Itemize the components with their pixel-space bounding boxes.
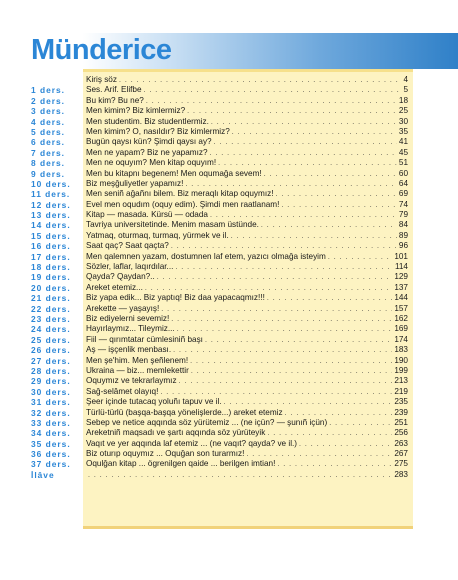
toc-row[interactable] (0, 283, 458, 293)
toc-entry-title: Şeer içinde tutacaq yoluñı tapuv ve il. (86, 397, 222, 407)
toc-entry (86, 117, 408, 127)
toc-entry (86, 428, 408, 438)
lesson-number: 14 ders. (31, 220, 71, 231)
toc-entry-title: Areket etemiz... (86, 282, 143, 292)
toc-entry-title: Oqulğan kitap ... ögrenilgen qaide ... berilgen imtian! (86, 459, 276, 469)
toc-row[interactable] (0, 117, 458, 127)
toc-row[interactable] (0, 137, 458, 147)
lesson-number: 8 ders. (31, 158, 66, 169)
toc-entry (86, 96, 408, 106)
lesson-number: 27 ders. (31, 355, 71, 366)
lesson-number: 6 ders. (31, 137, 66, 148)
lesson-number: İlâve (31, 469, 55, 480)
toc-entry (86, 345, 408, 355)
lesson-number: 17 ders. (31, 251, 71, 262)
toc-entry (86, 356, 408, 366)
toc-row[interactable] (0, 428, 458, 438)
toc-row[interactable] (0, 106, 458, 116)
toc-row[interactable] (0, 356, 458, 366)
page-number: 235 (394, 397, 408, 407)
toc-row[interactable] (0, 148, 458, 158)
toc-row[interactable] (0, 252, 458, 262)
toc-entry (86, 366, 408, 376)
page-number: 41 (398, 137, 408, 147)
toc-entry (86, 231, 408, 241)
toc-entry-title: Ses. Arif. Elifbe (86, 85, 142, 95)
toc-entry-title: Biz ediyelerni sevemiz! (86, 313, 170, 323)
toc-entry (86, 272, 408, 282)
page-number: 84 (398, 220, 408, 230)
toc-entry (86, 314, 408, 324)
toc-entry-title: Biz oturıp oquymız ... Oquğan son turarmız! (86, 449, 245, 459)
toc-entry-title: Sağ-selâmet olayıq! (86, 386, 159, 396)
toc-entry (86, 408, 408, 418)
lesson-number: 2 ders. (31, 95, 66, 106)
lesson-number: 4 ders. (31, 116, 66, 127)
toc-row[interactable] (0, 75, 458, 85)
lesson-number: 26 ders. (31, 345, 71, 356)
toc-row[interactable] (0, 449, 458, 459)
toc-row[interactable] (0, 220, 458, 230)
toc-entry (86, 210, 408, 220)
page-number: 4 (403, 75, 408, 84)
page-number: 239 (394, 407, 408, 417)
toc-row[interactable] (0, 200, 458, 210)
toc-entry-title: Biz yapa edik... Biz yaptıq! Biz daa yapacaqmız!!! (86, 293, 265, 303)
lesson-number: 32 ders. (31, 407, 71, 418)
toc-row[interactable] (0, 439, 458, 449)
toc-row[interactable] (0, 210, 458, 220)
page-title: Münderice (31, 34, 172, 66)
toc-entry-title: Men kimim? O, nasıldır? Biz kimlermiz? (86, 126, 230, 136)
lesson-number: 25 ders. (31, 334, 71, 345)
toc-entry-title: Sebep ve netice aqqında söz yürütemiz ... (ne içün? — şunıñ içün) (86, 417, 328, 427)
page-number: 74 (398, 199, 408, 209)
toc-entry-title: Saat qaç? Saat qaçta? (86, 241, 169, 251)
toc-entry (86, 293, 408, 303)
toc-row[interactable] (0, 345, 458, 355)
toc-row[interactable] (0, 304, 458, 314)
lesson-number: 33 ders. (31, 417, 71, 428)
toc-row[interactable] (0, 127, 458, 137)
lesson-number: 19 ders. (31, 272, 71, 283)
toc-row[interactable] (0, 418, 458, 428)
lesson-number: 7 ders. (31, 147, 66, 158)
toc-entry-title: Bugün qaysı kün? Şimdi qaysı ay? (86, 137, 212, 147)
lesson-number: 36 ders. (31, 449, 71, 460)
toc-entry-title: Areketniñ maqsadı ve şartı aqqında söz yürüteyik (86, 428, 266, 438)
toc-row[interactable] (0, 158, 458, 168)
lesson-number: 18 ders. (31, 262, 71, 273)
toc-entry (86, 397, 408, 407)
toc-row[interactable] (0, 231, 458, 241)
toc-row[interactable] (0, 169, 458, 179)
toc-entry-title: Kitap — masada. Kürsü — odada (86, 210, 208, 220)
toc-entry-title: Evel men oqudım (oquy edim). Şimdi men raatlanam! (86, 199, 280, 209)
toc-entry-title: Men ne yapam? Biz ne yapamız? (86, 147, 208, 157)
page-number: 137 (394, 282, 408, 292)
toc-entry (86, 449, 408, 459)
toc-row[interactable] (0, 335, 458, 345)
page-number: 18 (398, 95, 408, 105)
toc-entry (86, 189, 408, 199)
toc-entry (86, 459, 408, 469)
page-number: 5 (403, 85, 408, 95)
toc-entry-title: Aş — işçenlik menbası. (86, 345, 172, 355)
toc-entry-title: Sözler, laflar, laqırdılar... (86, 262, 174, 272)
toc-entry-title: Biz meşğuliyetler yapamız! (86, 178, 184, 188)
page-number: 51 (398, 158, 408, 168)
toc-entry (86, 252, 408, 262)
page-number: 183 (394, 345, 408, 355)
toc-entry (86, 200, 408, 210)
toc-entry (86, 241, 408, 251)
page-number: 89 (398, 230, 408, 240)
toc-entry-title: Hayırlaymız... Tileymiz... (86, 324, 175, 334)
page-number: 157 (394, 303, 408, 313)
toc-entry (86, 387, 408, 397)
toc-row[interactable] (0, 241, 458, 251)
toc-entry-title: Vaqıt ve yer aqqında laf etemiz ... (ne vaqıt? qayda? ve il.) (86, 438, 298, 448)
lesson-number: 20 ders. (31, 282, 71, 293)
toc-row[interactable] (0, 324, 458, 334)
toc-entry-title: Men kimim? Biz kimlermiz? (86, 106, 186, 116)
toc-entry-title: Fiil — qırımtatar cümlesiniñ başı (86, 334, 203, 344)
page-number: 101 (394, 251, 408, 261)
toc-entry (86, 304, 408, 314)
toc-entry-title: Bu kim? Bu ne? (86, 95, 144, 105)
toc-entry-title: Kiriş söz (86, 75, 117, 84)
toc-row[interactable] (0, 376, 458, 386)
toc-entry (86, 335, 408, 345)
lesson-number: 21 ders. (31, 293, 71, 304)
toc-row[interactable] (0, 397, 458, 407)
toc-entry-title: Yatmaq, oturmaq, turmaq, yürmek ve il. (86, 230, 229, 240)
page-number: 25 (398, 106, 408, 116)
toc-entry (86, 418, 408, 428)
page-number: 114 (394, 262, 408, 272)
lesson-number: 30 ders. (31, 386, 71, 397)
leader-dots (88, 471, 392, 481)
page-number: 60 (398, 168, 408, 178)
toc-row[interactable] (0, 314, 458, 324)
page-number: 283 (394, 469, 408, 479)
toc-entry (86, 283, 408, 293)
toc-entry (86, 169, 408, 179)
page-number: 174 (394, 334, 408, 344)
toc-entry (86, 262, 408, 272)
page-number: 251 (394, 417, 408, 427)
page-number: 263 (394, 438, 408, 448)
toc-row[interactable] (0, 459, 458, 469)
page-number: 30 (398, 116, 408, 126)
lesson-number: 9 ders. (31, 168, 66, 179)
toc-entry-title: Men seniñ ağañnı bilem. Biz meraqlı kitap oquymız! (86, 189, 274, 199)
toc-entry-title: Oquymız ve tekrarlaymız (86, 376, 177, 386)
toc-entry (86, 106, 408, 116)
lesson-number: 24 ders. (31, 324, 71, 335)
page-number: 162 (394, 313, 408, 323)
page-number: 129 (394, 272, 408, 282)
toc-entry (86, 75, 408, 85)
toc-entry-title: Men qalemnen yazam, dostumnen laf etem, yazıcı olmağa isteyim (86, 251, 326, 261)
toc-row[interactable] (0, 293, 458, 303)
lesson-number: 23 ders. (31, 313, 71, 324)
lesson-number: 31 ders. (31, 397, 71, 408)
lesson-number: 1 ders. (31, 85, 66, 96)
toc-row[interactable] (0, 366, 458, 376)
toc-entry (86, 220, 408, 230)
page-number: 219 (394, 386, 408, 396)
toc-entry (86, 148, 408, 158)
toc-row[interactable] (0, 189, 458, 199)
toc-entry-title: Men bu kitapnı begenem! Men oqumağa sevem! (86, 168, 262, 178)
page-number: 169 (394, 324, 408, 334)
toc-entry (86, 158, 408, 168)
toc-entry-title: Qayda? Qaydan?.. (86, 272, 155, 282)
lesson-number: 13 ders. (31, 210, 71, 221)
toc-entry-title: Men ne oquyım? Men kitap oquyım! (86, 158, 217, 168)
page-number: 45 (398, 147, 408, 157)
toc-entry (86, 470, 408, 480)
toc-row[interactable] (0, 408, 458, 418)
page-number: 199 (394, 365, 408, 375)
page-number: 144 (394, 293, 408, 303)
toc-entry-title: Türlü-türlü (başqa-başqa yönelişlerde...) areket etemiz (86, 407, 283, 417)
page-number: 213 (394, 376, 408, 386)
lesson-number: 11 ders. (31, 189, 71, 200)
toc-entry-title: Men studentim. Biz studentlermiz. (86, 116, 209, 126)
lesson-number: 37 ders. (31, 459, 71, 470)
toc-row[interactable] (0, 179, 458, 189)
toc-row[interactable] (0, 470, 458, 480)
toc-entry (86, 439, 408, 449)
toc-entry (86, 137, 408, 147)
toc-entry-title: Ukraina — biz... memlekettir (86, 365, 189, 375)
lesson-number: 29 ders. (31, 376, 71, 387)
lesson-number: 28 ders. (31, 365, 71, 376)
lesson-number: 15 ders. (31, 230, 71, 241)
page-number: 267 (394, 449, 408, 459)
lesson-number: 10 ders. (31, 178, 71, 189)
page-number: 79 (398, 210, 408, 220)
page-number: 64 (398, 178, 408, 188)
toc-entry (86, 85, 408, 95)
page-number: 35 (398, 126, 408, 136)
contents-list (0, 75, 458, 480)
lesson-number: 16 ders. (31, 241, 71, 252)
page-number: 96 (398, 241, 408, 251)
page-number: 275 (394, 459, 408, 469)
lesson-number: 22 ders. (31, 303, 71, 314)
lesson-number: 12 ders. (31, 199, 71, 210)
lesson-number: 34 ders. (31, 428, 71, 439)
toc-entry (86, 127, 408, 137)
toc-row[interactable] (0, 387, 458, 397)
toc-row[interactable] (0, 96, 458, 106)
toc-row[interactable] (0, 272, 458, 282)
lesson-number: 5 ders. (31, 126, 66, 137)
toc-entry-title: Men şe'him. Men şeñlenem! (86, 355, 189, 365)
toc-entry (86, 179, 408, 189)
lesson-number: 35 ders. (31, 438, 71, 449)
toc-entry-title: Tavriya universitetinde. Menim masam üstünde. (86, 220, 259, 230)
toc-entry (86, 376, 408, 386)
page-number: 69 (398, 189, 408, 199)
page-number: 190 (394, 355, 408, 365)
lesson-number: 3 ders. (31, 106, 66, 117)
toc-entry (86, 324, 408, 334)
page-number: 256 (394, 428, 408, 438)
toc-row[interactable] (0, 85, 458, 95)
toc-entry-title: Arekette — yaşayış! (86, 303, 160, 313)
toc-row[interactable] (0, 262, 458, 272)
